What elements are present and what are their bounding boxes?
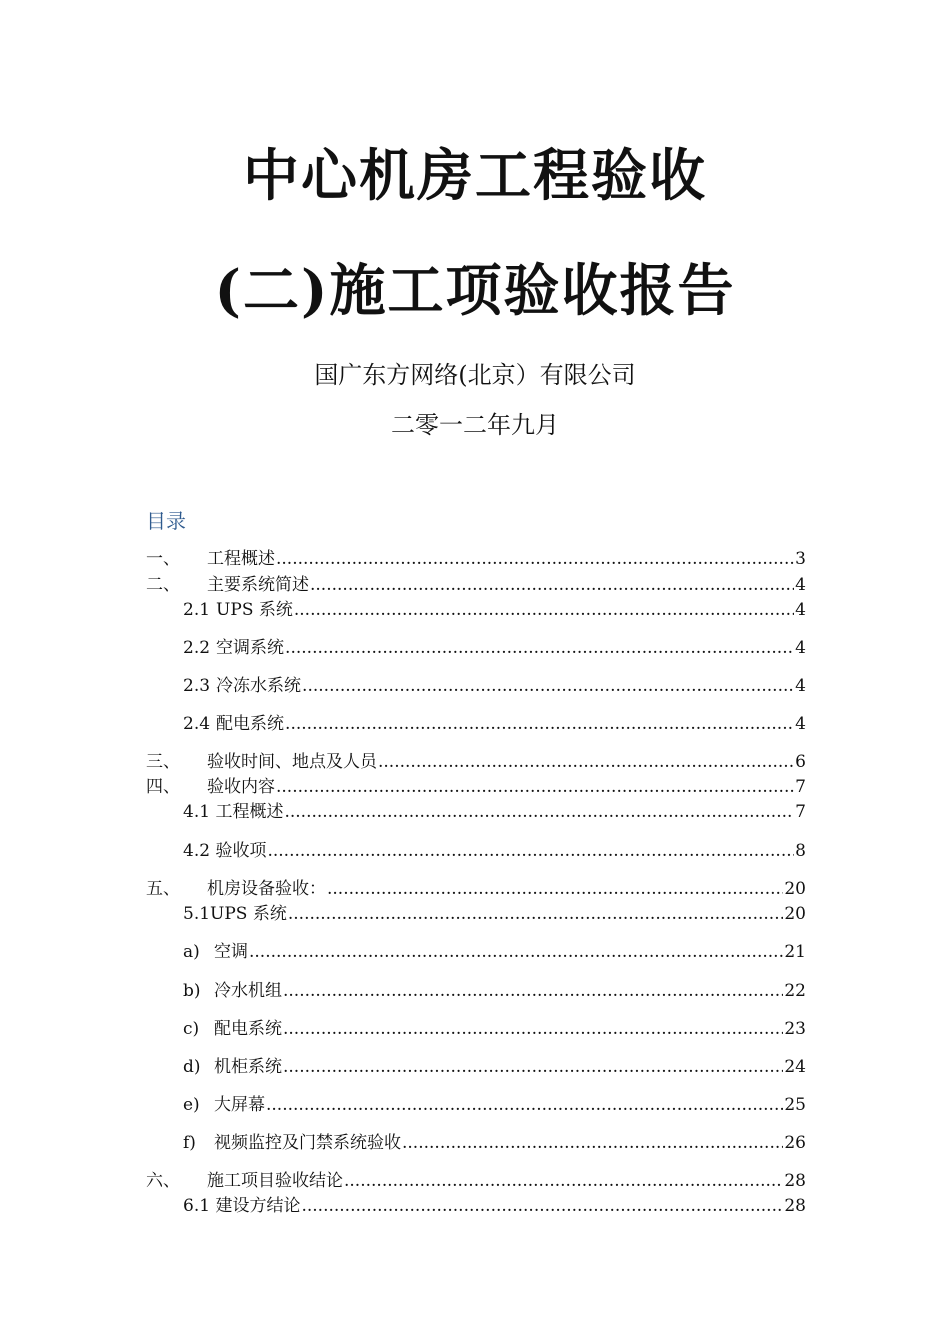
toc-leader-dots: [288, 902, 784, 926]
toc-entry[interactable]: [146, 775, 806, 799]
toc-entry-text: UPS 系统: [216, 600, 293, 620]
toc-heading: 目录: [146, 509, 186, 533]
toc-leader-dots: [327, 877, 783, 901]
toc-entry-text: 大屏幕: [214, 1095, 265, 1115]
toc-entry-page: 26: [784, 1133, 806, 1153]
toc-entry-text: 6.1 建设方结论: [183, 1196, 301, 1216]
toc-leader-dots: [378, 750, 794, 774]
toc-entry-text: 视频监控及门禁系统验收: [214, 1133, 401, 1153]
document-title-line1: 中心机房工程验收: [243, 143, 707, 209]
toc-leader-dots: [285, 712, 794, 736]
toc-entry-text: 配电系统: [216, 714, 285, 734]
toc-entry[interactable]: [183, 598, 806, 622]
toc-entry-text: 空调: [214, 942, 248, 962]
toc-entry-text: 冷水机组: [214, 981, 282, 1001]
toc-entry[interactable]: [183, 636, 806, 660]
toc-leader-dots: [285, 636, 794, 660]
toc-entry-text: 冷冻水系统: [216, 676, 302, 696]
toc-entry-page: 22: [784, 981, 806, 1001]
toc-entry-page: 20: [784, 879, 806, 899]
toc-entry-number: 三、: [146, 752, 180, 772]
toc-entry-number: b): [183, 981, 201, 1001]
toc-entry-page: 25: [784, 1095, 806, 1115]
company-name: 国广东方网络(北京）有限公司: [314, 361, 636, 389]
toc-entry-text: 验收内容: [207, 777, 275, 797]
toc-entry-page: 4: [795, 575, 806, 595]
toc-entry-text: 5.1UPS 系统: [183, 904, 287, 924]
toc-leader-dots: [267, 839, 794, 863]
toc-entry[interactable]: [183, 1093, 806, 1117]
toc-leader-dots: [344, 1169, 783, 1193]
toc-entry[interactable]: [146, 547, 806, 571]
toc-entry-number: 四、: [146, 777, 180, 797]
document-title-line2: (二)施工项验收报告: [214, 258, 736, 324]
toc-entry-page: 24: [784, 1057, 806, 1077]
toc-entry-page: 4: [795, 676, 806, 696]
toc-entry-text: 施工项目验收结论: [207, 1171, 343, 1191]
toc-entry-text: 4.1 工程概述: [183, 802, 284, 822]
toc-entry[interactable]: [146, 750, 806, 774]
toc-entry-page: 23: [784, 1019, 806, 1039]
toc-leader-dots: [284, 800, 794, 824]
toc-entry[interactable]: [183, 1017, 806, 1041]
toc-leader-dots: [276, 775, 794, 799]
toc-entry[interactable]: [183, 940, 806, 964]
toc-entry[interactable]: [183, 800, 806, 824]
toc-entry-page: 21: [784, 942, 806, 962]
toc-entry-text: 工程概述: [207, 549, 275, 569]
toc-entry-page: 3: [795, 549, 806, 569]
toc-entry-page: 7: [795, 777, 806, 797]
toc-entry-text: 验收时间、地点及人员: [207, 752, 377, 772]
toc-entry-page: 8: [795, 841, 806, 861]
toc-entry-text: 4.2 验收项: [183, 841, 267, 861]
toc-leader-dots: [276, 547, 794, 571]
toc-leader-dots: [294, 598, 794, 622]
toc-entry-number: e): [183, 1095, 200, 1115]
toc-entry-number: c): [183, 1019, 200, 1039]
toc-leader-dots: [266, 1093, 783, 1117]
toc-entry[interactable]: [183, 979, 806, 1003]
toc-entry-number: 2.2: [183, 638, 211, 658]
toc-entry-page: 4: [795, 600, 806, 620]
toc-entry-page: 20: [784, 904, 806, 924]
document-date: 二零一二年九月: [391, 411, 559, 439]
toc-entry-text: 空调系统: [216, 638, 285, 658]
toc-entry-page: 28: [784, 1196, 806, 1216]
toc-entry-number: d): [183, 1057, 201, 1077]
toc-entry-text: 机房设备验收：: [207, 879, 326, 899]
toc-entry-page: 4: [795, 638, 806, 658]
toc-leader-dots: [402, 1131, 783, 1155]
toc-entry-text: 机柜系统: [214, 1057, 282, 1077]
toc-entry[interactable]: [183, 902, 806, 926]
toc-entry-number: f): [183, 1133, 196, 1153]
toc-entry-number: a): [183, 942, 200, 962]
toc-leader-dots: [283, 1017, 783, 1041]
toc-entry-number: 五、: [146, 879, 180, 899]
toc-entry[interactable]: [183, 674, 806, 698]
toc-entry-text: 主要系统简述: [207, 575, 309, 595]
toc-entry[interactable]: [146, 1169, 806, 1193]
toc-entry-page: 28: [784, 1171, 806, 1191]
toc-entry-page: 6: [795, 752, 806, 772]
toc-leader-dots: [310, 573, 794, 597]
toc-entry[interactable]: [183, 712, 806, 736]
toc-leader-dots: [249, 940, 783, 964]
toc-entry-number: 2.3: [183, 676, 211, 696]
toc-leader-dots: [301, 1194, 783, 1218]
toc-entry[interactable]: [146, 573, 806, 597]
toc-entry-number: 二、: [146, 575, 180, 595]
toc-entry[interactable]: [183, 1131, 806, 1155]
toc-entry-page: 7: [795, 802, 806, 822]
toc-entry[interactable]: [146, 877, 806, 901]
toc-leader-dots: [283, 1055, 783, 1079]
toc-entry-page: 4: [795, 714, 806, 734]
toc-entry-number: 2.1: [183, 600, 211, 620]
toc-entry-number: 六、: [146, 1171, 180, 1191]
toc-entry-number: 2.4: [183, 714, 211, 734]
toc-entry-text: 配电系统: [214, 1019, 282, 1039]
toc-entry[interactable]: [183, 839, 806, 863]
toc-leader-dots: [302, 674, 794, 698]
toc-entry[interactable]: [183, 1055, 806, 1079]
toc-entry-number: 一、: [146, 549, 180, 569]
toc-entry[interactable]: [183, 1194, 806, 1218]
toc-leader-dots: [283, 979, 783, 1003]
